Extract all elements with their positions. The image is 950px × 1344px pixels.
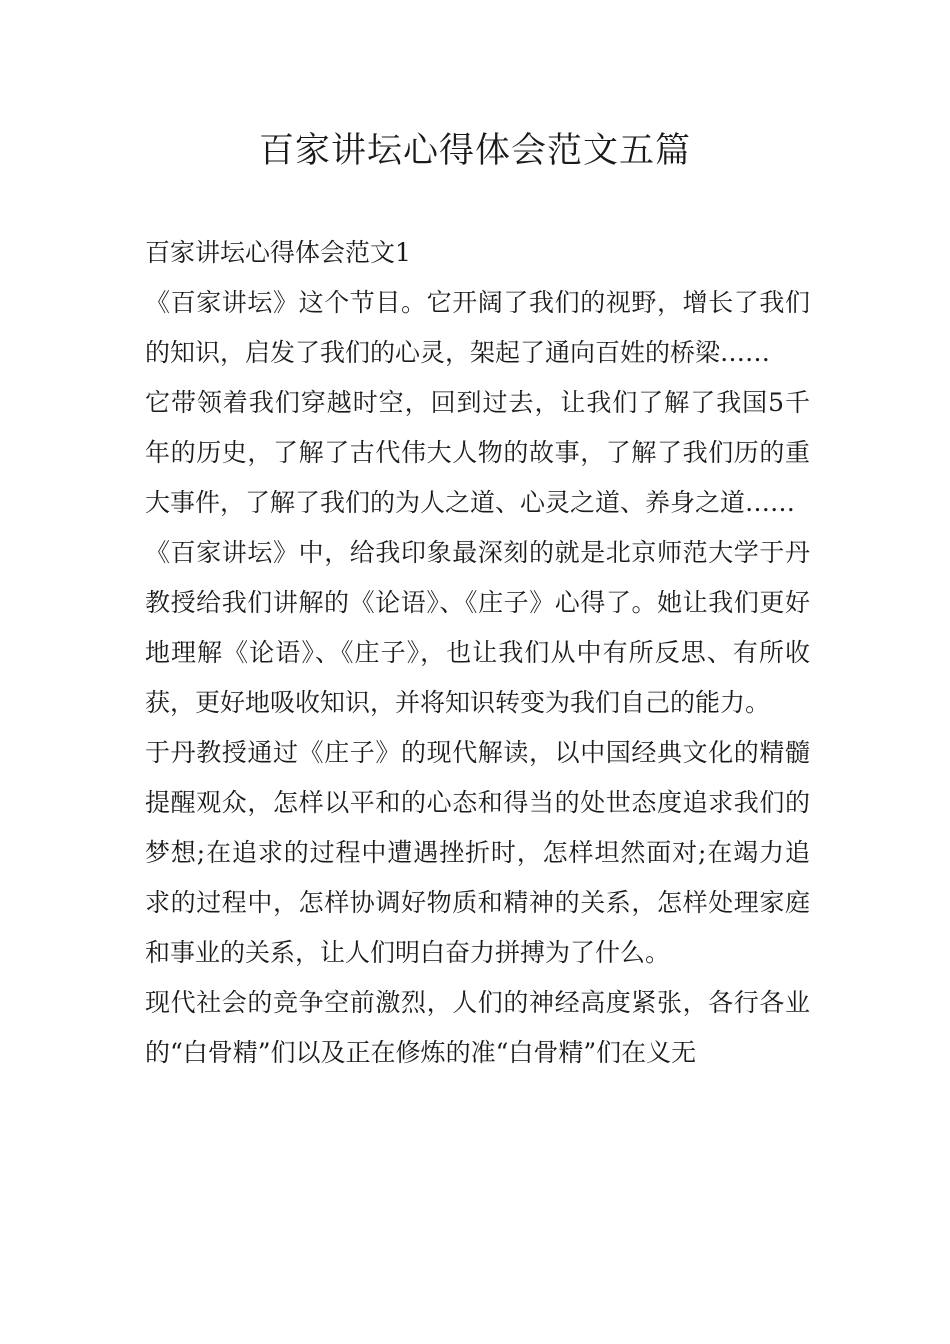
paragraph: 于丹教授通过《庄子》的现代解读，以中国经典文化的精髓提醒观众，怎样以平和的心态和得当的处世态度追求我们的梦想;在追求的过程中遭遇挫折时，怎样坦然面对;在竭力追求的过程中，怎样协调好物质和精神的关系，怎样处理家庭和事业的关系，让人们明白奋力拼搏为了什么。: [145, 738, 810, 967]
document-body: [145, 228, 810, 1078]
paragraph: 《百家讲坛》这个节目。它开阔了我们的视野，增长了我们的知识，启发了我们的心灵，架起了通向百姓的桥梁……: [145, 288, 810, 367]
paragraph: 现代社会的竞争空前激烈，人们的神经高度紧张，各行各业的“白骨精”们以及正在修炼的准“白骨精”们在义无: [145, 988, 810, 1067]
paragraph: 《百家讲坛》中，给我印象最深刻的就是北京师范大学于丹教授给我们讲解的《论语》、《庄子》心得了。她让我们更好地理解《论语》、《庄子》，也让我们从中有所反思、有所收获，更好地吸收知识，并将知识转变为我们自己的能力。: [145, 538, 810, 717]
document-title: 百家讲坛心得体会范文五篇: [258, 131, 691, 171]
section-heading: 百家讲坛心得体会范文1: [145, 238, 411, 267]
paragraph: 它带领着我们穿越时空，回到过去，让我们了解了我国5千年的历史，了解了古代伟大人物的故事，了解了我们历的重大事件，了解了我们的为人之道、心灵之道、养身之道……: [145, 388, 810, 517]
